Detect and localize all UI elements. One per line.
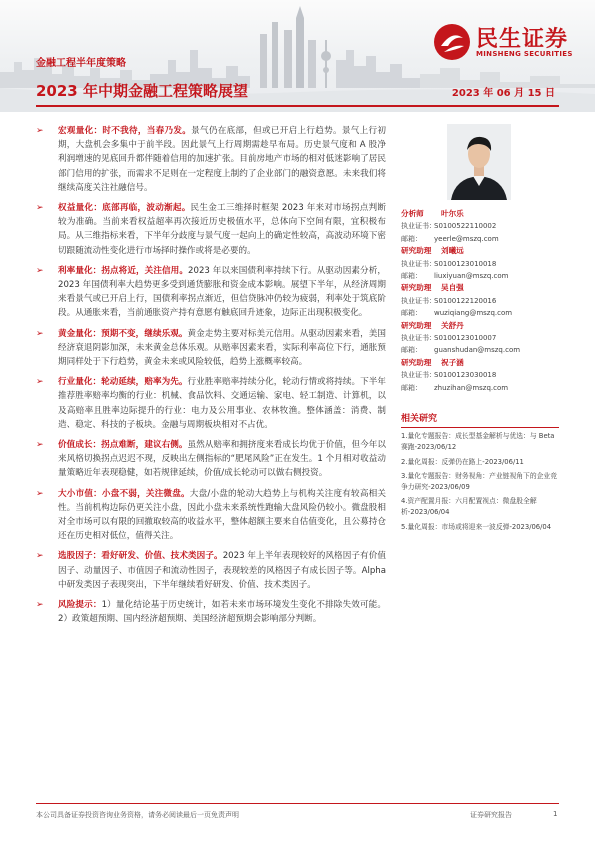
report-header [0, 0, 595, 112]
analyst-name: 吴自强 [441, 283, 464, 293]
related-research-link[interactable]: 2.量化周报：反弹仍在路上-2023/06/11 [401, 457, 524, 466]
summary-paragraph [36, 375, 386, 432]
paragraph-body: 黄金走势主要对标美元信用。从驱动因素来看，美国经济衰退阴影加深，未来黄金总体乐观。从赔率因素来看，实际利率高位下行，通胀预期同样处于下行趋势，黄金未来或风险较低，趋势上涨概率较高。 [58, 328, 386, 368]
email-label: 邮箱： [401, 346, 422, 355]
email-label: 邮箱： [401, 309, 422, 318]
cert-number: S0100122120016 [434, 296, 497, 305]
risk-warning [36, 598, 386, 626]
paragraph-body: 民生金工三维择时框架 2023 年来对市场拐点判断较为准确。当前来看权益超率再次接近历史极值水平，总体向下空间有限，宜积极布局。从三维指标来看，下半年分歧度与景气度一起向上的确定性较高，高波动环境下密切跟随流动性变化进行市场择时操作或将是必要的。 [58, 203, 386, 256]
report-title: 2023 年中期金融工程策略展望 [36, 82, 248, 100]
cert-number: S0100522110002 [434, 222, 497, 231]
minsheng-logo [432, 22, 582, 66]
analyst-email[interactable]: zhuzihan@mszq.com [434, 383, 509, 392]
footer-disclaimer: 本公司具备证券投资咨询业务资格，请务必阅读最后一页免责声明 [36, 811, 239, 819]
bullet-arrow-icon: ➢ [36, 440, 44, 451]
analyst-name: 叶尔乐 [441, 209, 464, 218]
analyst-role: 研究助理 [401, 357, 432, 367]
analyst-role: 分析师 [401, 209, 424, 218]
analyst-list [401, 208, 559, 394]
summary-paragraph [36, 549, 386, 592]
paragraph-heading: 黄金量化：预期不变，继续乐观。 [58, 328, 188, 339]
paragraph-heading: 宏观量化：时不我待，当春乃发。 [58, 126, 192, 136]
analyst-name: 刘曦远 [441, 246, 464, 256]
summary-paragraph [36, 327, 386, 370]
analyst-email[interactable]: liuxiyuan@mszq.com [434, 272, 509, 281]
report-series: 金融工程半年度策略 [36, 58, 126, 69]
summary-paragraph [36, 487, 386, 544]
related-research-list [401, 431, 559, 533]
brand-name-en: MINSHENG SECURITIES [476, 50, 573, 58]
paragraph-heading: 价值成长：拐点难断，建议右侧。 [58, 440, 188, 451]
analyst-photo [447, 124, 511, 200]
paragraph-body: 大盘/小盘的轮动大趋势上与机构关注度有较高相关性。当前机构边际仍更关注小盘，因此小盘未来系统性跑输大盘风险仍较小。微盘股相对全市场可以有限的回撤取较高的收益水平，整体超额主要来自估值变化，且公募持仓还在历史相对低位，值得关注。 [58, 488, 386, 542]
summary-paragraph [36, 124, 386, 195]
analyst-role: 研究助理 [401, 246, 432, 256]
cert-label: 执业证书： [401, 296, 436, 305]
paragraph-heading: 权益量化：底部再临，波动渐起。 [58, 203, 191, 214]
cert-label: 执业证书： [401, 371, 436, 380]
summary-paragraph [36, 264, 386, 321]
analyst-card [401, 357, 559, 394]
cert-label: 执业证书： [401, 222, 436, 231]
related-research-link[interactable]: 4.资产配置月报：六月配置视点：微盘股全解析-2023/06/04 [401, 497, 537, 517]
related-research-link[interactable]: 1.量化专题报告：成长型基金解析与优选：与 Beta 赛跑-2023/06/12 [401, 432, 555, 452]
bullet-arrow-icon: ➢ [36, 203, 44, 214]
analyst-card [401, 320, 559, 357]
sidebar [401, 124, 559, 533]
bullet-arrow-icon: ➢ [36, 126, 44, 136]
email-label: 邮箱： [401, 383, 422, 392]
analyst-email[interactable]: guanshudan@mszq.com [434, 346, 521, 355]
cert-number: S0100123010018 [434, 259, 497, 268]
paragraph-body: 1）量化结论基于历史统计，如若未来市场环境发生变化不排除失效可能。2）政策超预期、国内经济超预期、美国经济超预期会影响部分判断。 [58, 600, 386, 625]
cert-number: S0100123030018 [434, 371, 497, 380]
bullet-arrow-icon: ➢ [36, 600, 44, 611]
paragraph-heading: 大小市值：小盘不弱，关注微盘。 [58, 488, 190, 499]
bullet-arrow-icon: ➢ [36, 377, 44, 388]
footer-report-type: 证券研究报告 [470, 811, 512, 819]
paragraph-heading: 选股因子：看好研发、价值、技术类因子。 [58, 551, 223, 562]
brand-name-cn: 民生证券 [476, 27, 569, 52]
paragraph-heading: 利率量化：拐点将近，关注信用。 [58, 265, 189, 276]
footer-divider [36, 803, 559, 804]
summary-column [36, 124, 386, 633]
related-research-heading: 相关研究 [401, 411, 559, 428]
analyst-card [401, 245, 559, 282]
email-label: 邮箱： [401, 272, 422, 281]
bullet-arrow-icon: ➢ [36, 488, 44, 499]
page-number: 1 [553, 810, 558, 818]
related-research-link[interactable]: 5.量化周报：市场或将迎来一波反弹-2023/06/04 [401, 522, 552, 531]
logo-emblem-icon [432, 22, 472, 62]
summary-paragraph [36, 201, 386, 258]
header-divider [36, 105, 559, 107]
bullet-arrow-icon: ➢ [36, 328, 44, 339]
paragraph-body: 2023 年上半年表现较好的风格因子有价值因子、动量因子、市值因子和流动性因子，表现较差的风格因子有成长因子等。Alpha 中研发类因子表现突出，下半年继续看好研发、价值、技术类因子。 [58, 551, 386, 590]
cert-label: 执业证书： [401, 259, 436, 268]
analyst-name: 关舒丹 [441, 320, 464, 330]
analyst-card [401, 282, 559, 319]
cert-label: 执业证书： [401, 334, 436, 343]
analyst-role: 研究助理 [401, 283, 432, 293]
analyst-email[interactable]: yeerle@mszq.com [434, 234, 499, 243]
bullet-arrow-icon: ➢ [36, 265, 44, 276]
paragraph-heading: 行业量化：轮动延续，赔率为先。 [58, 377, 188, 388]
bullet-arrow-icon: ➢ [36, 551, 44, 562]
related-research-link[interactable]: 3.量化专题报告：财务视角：产业链视角下的企业竞争力研究-2023/06/09 [401, 471, 558, 491]
analyst-card [401, 208, 559, 245]
paragraph-heading: 风险提示： [58, 600, 102, 611]
analyst-role: 研究助理 [401, 320, 432, 330]
cert-number: S0100123010007 [434, 334, 497, 343]
email-label: 邮箱： [401, 234, 422, 243]
analyst-email[interactable]: wuziqiang@mszq.com [434, 309, 513, 318]
report-date: 2023 年 06 月 15 日 [451, 88, 555, 99]
paragraph-body: 景气仍在底部，但或已开启上行趋势。景气上行初期，大盘机会多集中于前半段。因此景气上行周期需趁早布局。历史景气度和 A 股净利润增速的见底回升都伴随着信用的加速扩张。目前房地产市场的相对低迷影响了居民部门信用的扩张，而需求不足则在一定程度上制约了企业部门的融资意愿。未来我们将继续高度关注社融信号。 [58, 126, 386, 193]
paragraph-body: 2023 年以来国债利率持续下行。从驱动因素分析，2023 年国债利率大趋势更多受到通货膨胀和资金成本影响。展望下半年，从经济周期来看景气或已开启上行，国债利率拐点渐近，但信贷脉冲仍较为疲弱，利率处于筑底阶段。从通胀来看，当前通胀资产持有意愿有触底回升迹象，边际正出现积极变化。 [58, 265, 386, 319]
analyst-name: 祝子涵 [441, 357, 464, 367]
paragraph-body: 虽然从赔率和拥挤度来看成长均优于价值，但今年以来风格切换拐点迟迟不现，反映出左侧指标的“肥尾风险”正在发生。1 个月相对收益动量策略近年表现稳健，如若规律延续，价值/成长轮动可以做右侧投资。 [58, 440, 386, 479]
paragraph-body: 行业胜率赔率持续分化，轮动行情或将持续。下半年推荐胜率赔率均衡的行业：机械、食品饮料、交通运输、家电、轻工制造、计算机，以及高赔率且胜率边际提升的行业：电力及公用事业、农林牧渔。整体涵盖：消费、制造、稳定、科技的子板块。金融与周期板块相对不占优。 [58, 377, 386, 430]
summary-paragraph [36, 438, 386, 481]
